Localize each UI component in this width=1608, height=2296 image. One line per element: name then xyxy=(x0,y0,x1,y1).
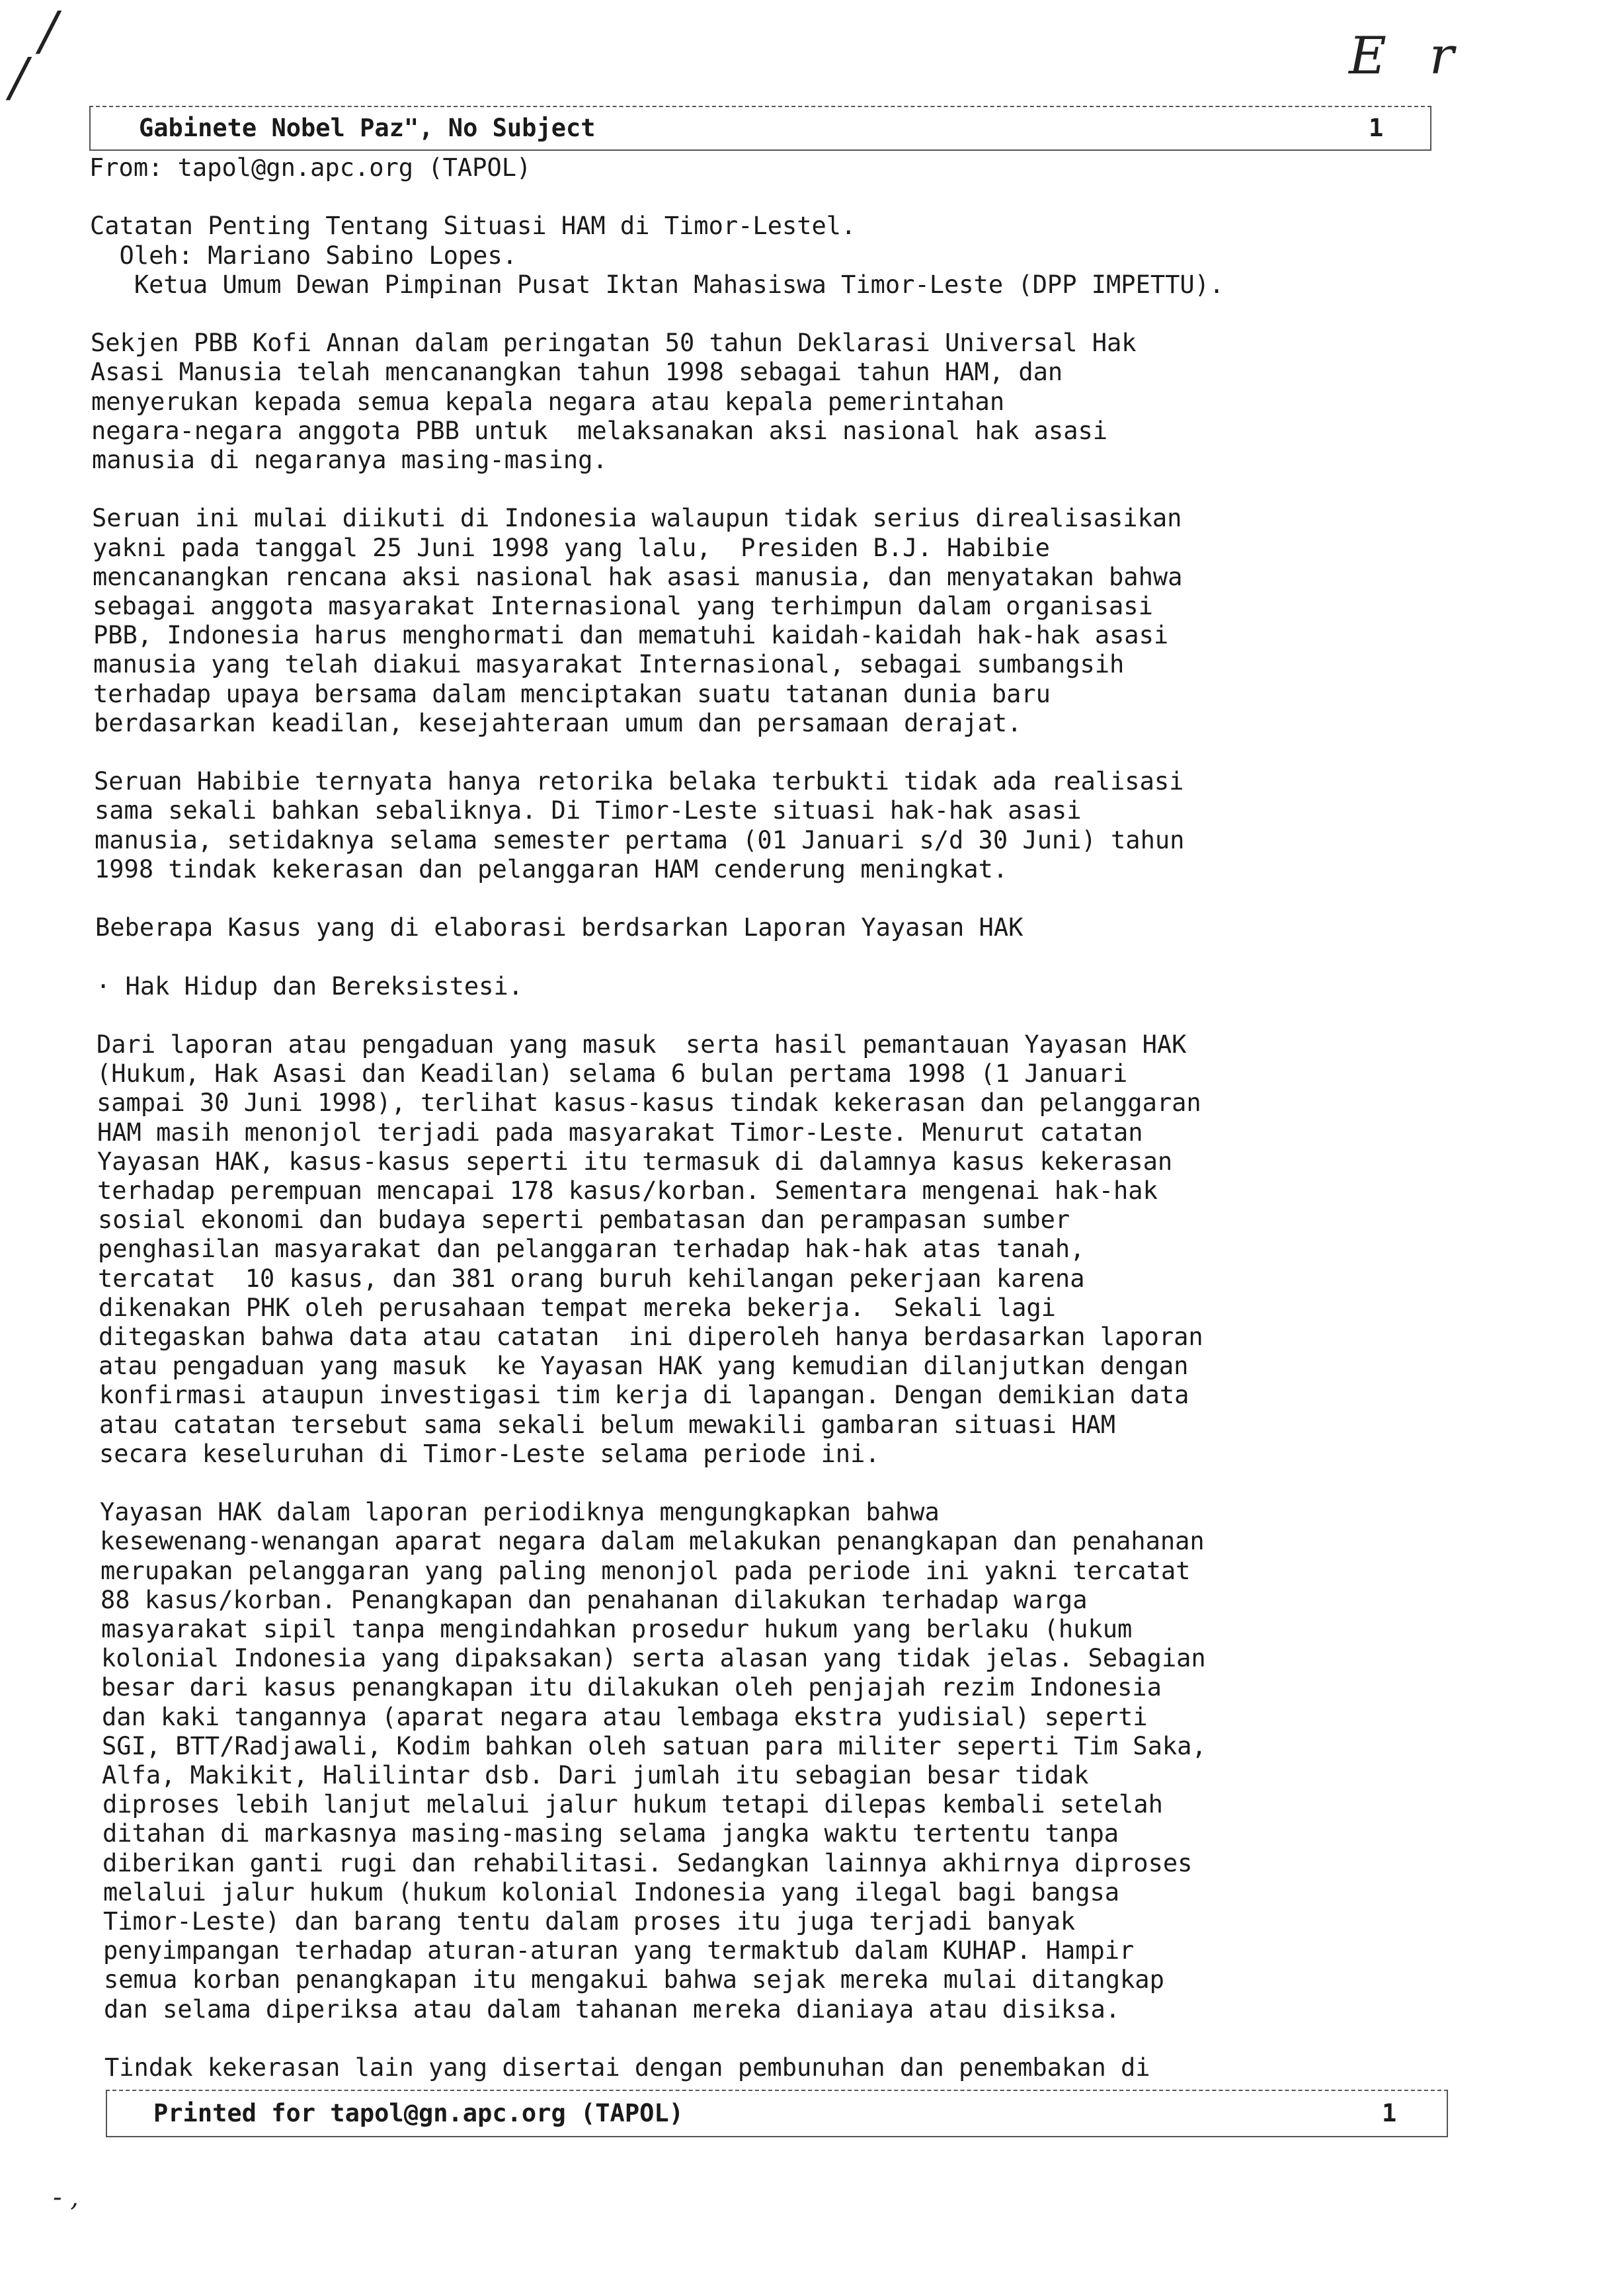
body-text-line: ditahan di markasnya masing-masing selama jangka waktu tertentu tanpa xyxy=(102,1819,1119,1848)
body-text-line: kesewenang-wenangan aparat negara dalam melakukan penangkapan dan penahanan xyxy=(100,1527,1205,1555)
body-text-line: Seruan Habibie ternyata hanya retorika belaka terbukti tidak ada realisasi xyxy=(94,767,1184,796)
body-text-line: ditegaskan bahwa data atau catatan ini diperoleh hanya berdasarkan laporan xyxy=(99,1323,1203,1351)
body-text-line: HAM masih menonjol terjadi pada masyarakat Timor-Leste. Menurut catatan xyxy=(97,1118,1143,1147)
body-text-line: menyerukan kepada semua kepala negara atau kepala pemerintahan xyxy=(91,388,1005,416)
body-text-line: Beberapa Kasus yang di elaborasi berdsarkan Laporan Yayasan HAK xyxy=(95,913,1024,942)
body-text-line: · Hak Hidup dan Bereksistesi. xyxy=(96,972,524,1001)
body-text-line: diberikan ganti rugi dan rehabilitasi. Sedangkan lainnya akhirnya diproses xyxy=(102,1849,1193,1877)
header-page-number: 1 xyxy=(1369,114,1384,142)
body-text-line: kolonial Indonesia yang dipaksakan) serta alasan yang tidak jelas. Sebagian xyxy=(101,1644,1206,1672)
body-text-line: (Hukum, Hak Asasi dan Keadilan) selama 6 bulan pertama 1998 (1 Januari xyxy=(97,1059,1128,1088)
body-text-line: konfirmasi ataupun investigasi tim kerja di lapangan. Dengan demikian data xyxy=(99,1381,1189,1409)
body-text-line: merupakan pelanggaran yang paling menonjol pada periode ini yakni tercatat xyxy=(100,1557,1191,1585)
body-text-line: masyarakat sipil tanpa mengindahkan prosedur hukum yang berlaku (hukum xyxy=(101,1615,1133,1643)
body-text-line: terhadap upaya bersama dalam menciptakan suatu tatanan dunia baru xyxy=(93,680,1051,708)
body-text-line: berdasarkan keadilan, kesejahteraan umum dan persamaan derajat. xyxy=(94,709,1022,737)
body-text-line: sosial ekonomi dan budaya seperti pembatasan dan perampasan sumber xyxy=(98,1206,1070,1234)
body-text-line: negara-negara anggota PBB untuk melaksanakan aksi nasional hak asasi xyxy=(91,417,1108,445)
body-text-line: Yayasan HAK dalam laporan periodiknya mengungkapkan bahwa xyxy=(100,1498,940,1526)
body-text-line: dan kaki tangannya (aparat negara atau lembaga ekstra yudisial) seperti xyxy=(102,1703,1148,1731)
body-text-line: Dari laporan atau pengaduan yang masuk serta hasil pemantauan Yayasan HAK xyxy=(97,1030,1187,1059)
body-text-line: manusia yang telah diakui masyarakat Internasional, sebagai sumbangsih xyxy=(93,650,1125,678)
body-text-line: SGI, BTT/Radjawali, Kodim bahkan oleh satuan para militer seperti Tim Saka, xyxy=(102,1732,1207,1760)
body-text-line: besar dari kasus penangkapan itu dilakukan oleh penjajah rezim Indonesia xyxy=(101,1673,1162,1702)
body-text-line: sebagai anggota masyarakat Internasional yang terhimpun dalam organisasi xyxy=(93,592,1153,620)
body-text-line: PBB, Indonesia harus menghormati dan mematuhi kaidah-kaidah hak-hak asasi xyxy=(93,621,1169,649)
body-text-line: Alfa, Makikit, Halilintar dsb. Dari jumlah itu sebagian besar tidak xyxy=(102,1761,1089,1789)
body-text-line: manusia, setidaknya selama semester pertama (01 Januari s/d 30 Juni) tahun xyxy=(95,826,1185,854)
body-text-line: Ketua Umum Dewan Pimpinan Pusat Iktan Mahasiswa Timor-Leste (DPP IMPETTU). xyxy=(90,270,1225,299)
body-text-line: 1998 tindak kekerasan dan pelanggaran HAM cenderung meningkat. xyxy=(95,855,1008,883)
body-text-line: melalui jalur hukum (hukum kolonial Indonesia yang ilegal bagi bangsa xyxy=(103,1878,1120,1906)
body-text-line: Tindak kekerasan lain yang disertai dengan pembunuhan dan penembakan di xyxy=(104,2053,1150,2082)
body-text-line: atau pengaduan yang masuk ke Yayasan HAK yang kemudian dilanjutkan dengan xyxy=(99,1352,1189,1380)
body-text-line: Yayasan HAK, kasus-kasus seperti itu termasuk di dalamnya kasus kekerasan xyxy=(97,1147,1173,1176)
body-text-line: terhadap perempuan mencapai 178 kasus/korban. Sementara mengenai hak-hak xyxy=(97,1176,1158,1205)
header-title: Gabinete Nobel Paz", No Subject xyxy=(139,114,596,142)
body-text-line: secara keseluruhan di Timor-Leste selama periode ini. xyxy=(99,1440,880,1468)
handwritten-mark-bottom: - , xyxy=(53,2182,79,2213)
body-text-line: Timor-Leste) dan barang tentu dalam proses itu juga terjadi banyak xyxy=(103,1907,1076,1936)
body-text-line: yakni pada tanggal 25 Juni 1998 yang lalu, Presiden B.J. Habibie xyxy=(93,534,1050,562)
handwritten-slash-mark: / xyxy=(40,0,58,62)
body-text-line: From: tapol@gn.apc.org (TAPOL) xyxy=(89,153,532,182)
handwritten-slash-mark-2: / xyxy=(10,46,28,108)
footer-page-number: 1 xyxy=(1382,2099,1397,2127)
body-text-line: semua korban penangkapan itu mengakui bahwa sejak mereka mulai ditangkap xyxy=(104,1965,1164,1994)
body-text-line: manusia di negaranya masing-masing. xyxy=(92,446,608,474)
body-text-line: penyimpangan terhadap aturan-aturan yang termaktub dalam KUHAP. Hampir xyxy=(103,1936,1135,1965)
body-text-line: Seruan ini mulai diikuti di Indonesia walaupun tidak serius direalisasikan xyxy=(92,504,1182,532)
body-text-line: atau catatan tersebut sama sekali belum mewakili gambaran situasi HAM xyxy=(99,1411,1116,1439)
body-text-line: mencanangkan rencana aksi nasional hak asasi manusia, dan menyatakan bahwa xyxy=(93,563,1183,591)
body-text-line: Oleh: Mariano Sabino Lopes. xyxy=(90,241,518,270)
handwritten-initials: E r xyxy=(1349,26,1468,86)
body-text-line: dikenakan PHK oleh perusahaan tempat mereka bekerja. Sekali lagi xyxy=(99,1293,1056,1322)
footer-printed-for: Printed for tapol@gn.apc.org (TAPOL) xyxy=(153,2099,684,2127)
body-text-line: Asasi Manusia telah mencanangkan tahun 1998 sebagai tahun HAM, dan xyxy=(91,358,1063,386)
body-text-line: 88 kasus/korban. Penangkapan dan penahanan dilakukan terhadap warga xyxy=(100,1586,1088,1614)
body-text-line: tercatat 10 kasus, dan 381 orang buruh kehilangan pekerjaan karena xyxy=(98,1264,1085,1293)
body-text-line: sampai 30 Juni 1998), terlihat kasus-kasus tindak kekerasan dan pelanggaran xyxy=(97,1088,1201,1117)
body-text-line: sama sekali bahkan sebaliknya. Di Timor-Leste situasi hak-hak asasi xyxy=(95,796,1082,825)
body-text-line: penghasilan masyarakat dan pelanggaran terhadap hak-hak atas tanah, xyxy=(98,1235,1085,1263)
body-text-line: Sekjen PBB Kofi Annan dalam peringatan 50 tahun Deklarasi Universal Hak xyxy=(91,329,1137,357)
body-text-line: diproses lebih lanjut melalui jalur hukum tetapi dilepas kembali setelah xyxy=(102,1790,1163,1819)
body-text-line: Catatan Penting Tentang Situasi HAM di Timor-Lestel. xyxy=(90,212,856,240)
body-text-line: dan selama diperiksa atau dalam tahanan mereka dianiaya atau disiksa. xyxy=(104,1995,1121,2024)
